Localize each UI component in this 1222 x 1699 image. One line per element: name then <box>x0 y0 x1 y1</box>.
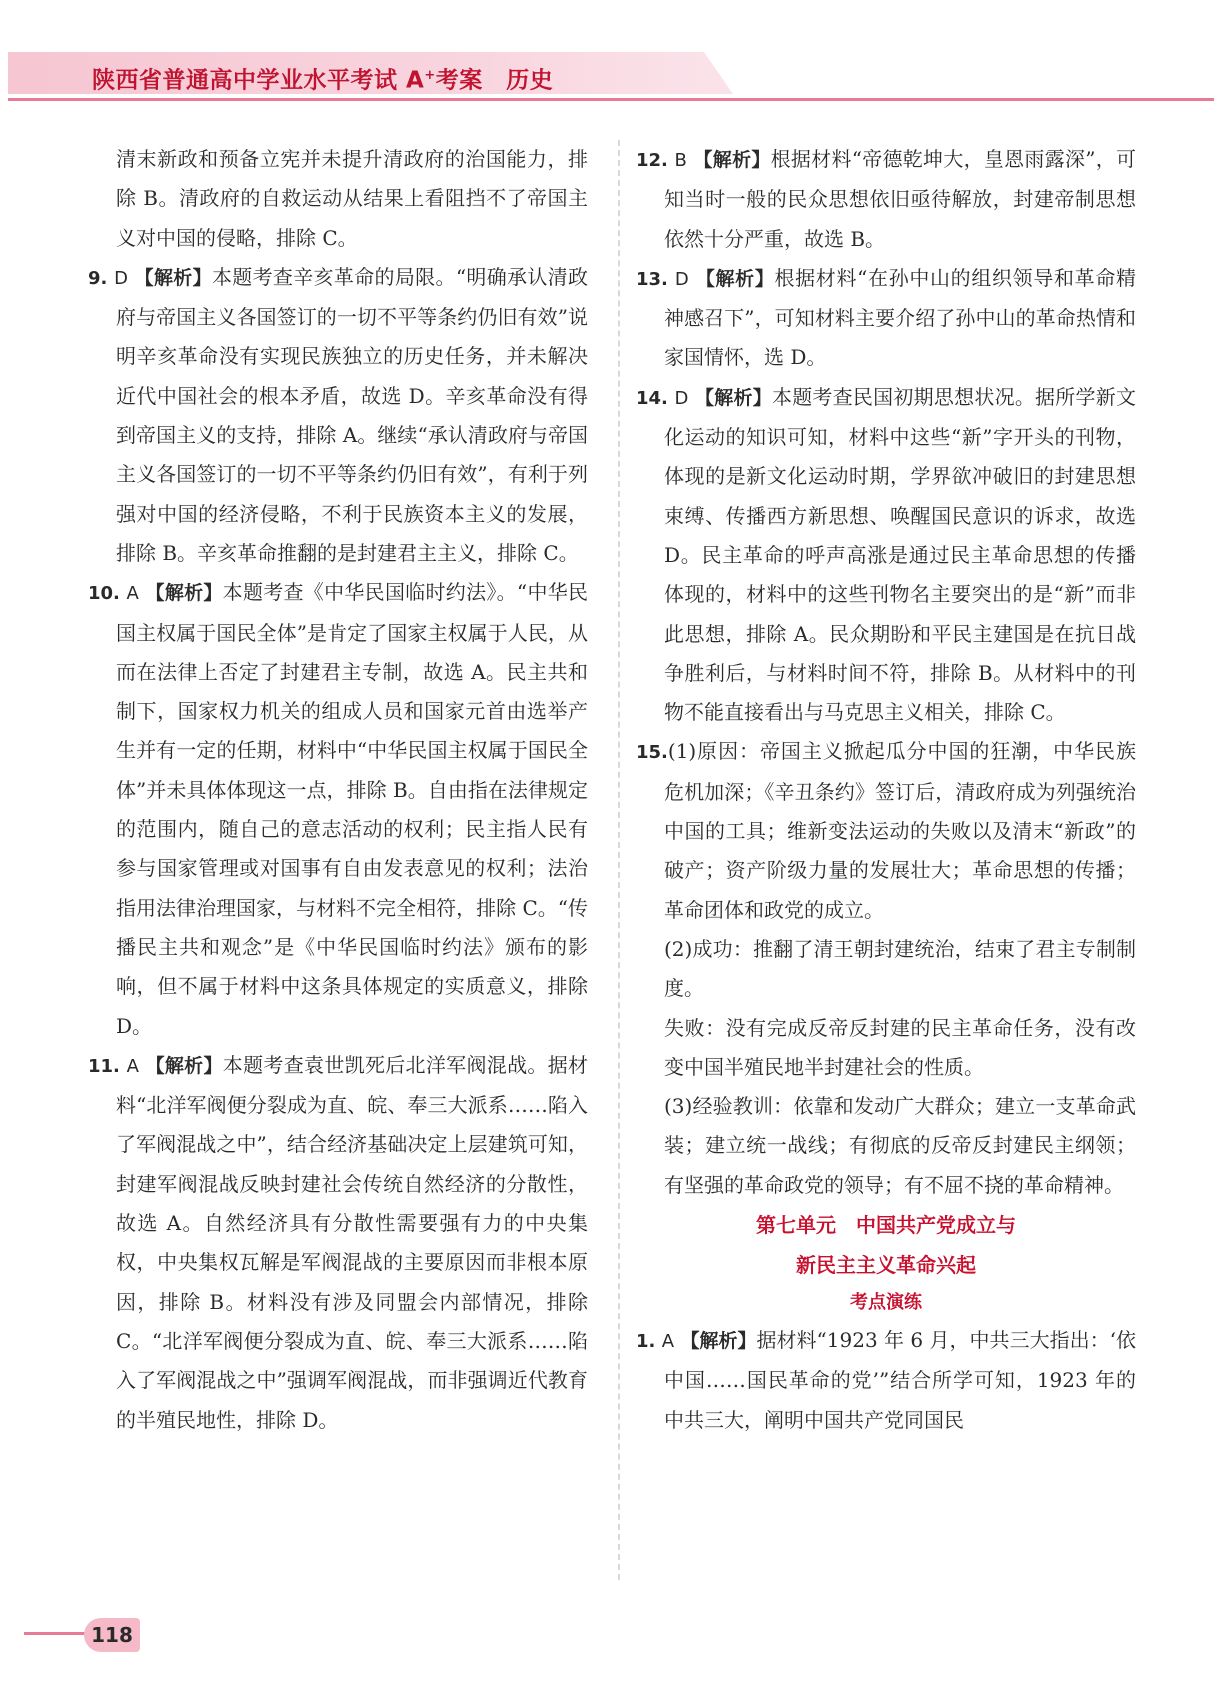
running-header-title: 陕西省普通高中学业水平考试 A+考案 历史 <box>92 67 554 94</box>
answer-item-9: 9. D 【解析】本题考查辛亥革命的局限。“明确承认清政府与帝国主义各国签订的一切不平等条约仍旧有效”说明辛亥革命没有实现民族独立的历史任务，并未解决近代中国社会的根本矛盾，故选 D。辛亥革命没有得到帝国主义的支持，排除 A。继续“承认清政府与帝国主义各国签订的一切不平等条约仍旧有效”，有利于列强对中国的经济侵略，不利于民族资本主义的发展，排除 B。辛亥革命推翻的是封建君主主义，排除 C。 <box>88 264 588 565</box>
answer-item-10: 10. A 【解析】本题考查《中华民国临时约法》。“中华民国主权属于国民全体”是肯定了国家主权属于人民，从而在法律上否定了封建君主专制，故选 A。民主共和制下，国家权力机关的组成人员和国家元首由选举产生并有一定的任期，材料中“中华民国主权属于国民全体”并未具体体现这一点，排除 B。自由指在法律规定的范围内，随自己的意志活动的权利；民主指人民有参与国家管理或对国事有自由发表意见的权利；法治指用法律治理国家，与材料不完全相符，排除 C。“传播民主共和观念”是《中华民国临时约法》颁布的影响，但不属于材料中这条具体规定的实质意义，排除 D。 <box>88 580 589 1038</box>
answer-15-part2: (2)成功：推翻了清王朝封建统治，结束了君主专制制度。 <box>664 936 1136 1001</box>
answer-item-unit7-1: 1. A 【解析】据材料“1923 年 6 月，中共三大指出：‘依中国……国民革命的党’”结合所学可知，1923 年的中共三大，阐明中国共产党同国民 <box>636 1328 1137 1432</box>
unit-title-line1: 第七单元 中国共产党成立与 <box>756 1213 1016 1238</box>
answer-15-part3: (3)经验教训：依靠和发动广大群众；建立一支革命武装；建立统一战线；有彻底的反帝反封建民主纲领；有坚强的革命政党的领导；有不屈不挠的革命精神。 <box>664 1094 1136 1197</box>
unit-title-line2: 新民主主义革命兴起 <box>796 1253 976 1278</box>
answer-item-11: 11. A 【解析】本题考查袁世凯死后北洋军阀混战。据材料“北洋军阀便分裂成为直、皖、奉三大派系……陷入了军阀混战之中”，结合经济基础决定上层建筑可知，封建军阀混战反映封建社会传统自然经济的分散性，故选 A。自然经济具有分散性需要强有力的中央集权，中央集权瓦解是军阀混战的主要原因而非根本原因，排除 B。材料没有涉及同盟会内部情况，排除 C。“北洋军阀便分裂成为直、皖、奉三大派系……陷入了军阀混战之中”强调军阀混战，而非强调近代教育的半殖民地性，排除 D。 <box>88 1052 589 1432</box>
page-number: 118 <box>84 1618 140 1652</box>
left-column <box>88 140 588 1440</box>
answer-item-13: 13. D 【解析】根据材料“在孙中山的组织领导和革命精神感召下”，可知材料主要介绍了孙中山的革命热情和家国情怀，选 D。 <box>636 265 1136 370</box>
unit-subtitle: 考点演练 <box>850 1292 922 1314</box>
answer-item-14: 14. D 【解析】本题考查民国初期思想状况。据所学新文化运动的知识可知，材料中这些“新”字开头的刊物，体现的是新文化运动时期，学界欲冲破旧的封建思想束缚、传播西方新思想、唤醒国民意识的诉求，故选 D。民主革命的呼声高涨是通过民主革命思想的传播体现的，材料中的这些刊物名主要突出的是“新”而非此思想，排除 A。民众期盼和平民主建国是在抗日战争胜利后，与材料时间不符，排除 B。从材料中的刊物不能直接看出与马克思主义相关，排除 C。 <box>636 384 1137 725</box>
column-divider <box>618 140 620 1580</box>
answer-item-15: 15.(1)原因：帝国主义掀起瓜分中国的狂潮，中华民族危机加深；《辛丑条约》签订后，清政府成为列强统治中国的工具；维新变法运动的失败以及清末“新政”的破产；资产阶级力量的发展壮大；革命思想的传播；革命团体和政党的成立。 <box>636 739 1136 922</box>
answer-continuation: 清末新政和预备立宪并未提升清政府的治国能力，排除 B。清政府的自救运动从结果上看阻挡不了帝国主义对中国的侵略，排除 C。 <box>116 147 588 250</box>
answer-item-12: 12. B 【解析】根据材料“帝德乾坤大，皇恩雨露深”，可知当时一般的民众思想依旧亟待解放，封建帝制思想依然十分严重，故选 B。 <box>636 147 1137 251</box>
page-number-badge <box>24 1612 154 1660</box>
right-column <box>636 140 1136 1440</box>
header-rule <box>8 98 1214 101</box>
answer-15-part2b: 失败：没有完成反帝反封建的民主革命任务，没有改变中国半殖民地半封建社会的性质。 <box>664 1015 1136 1079</box>
